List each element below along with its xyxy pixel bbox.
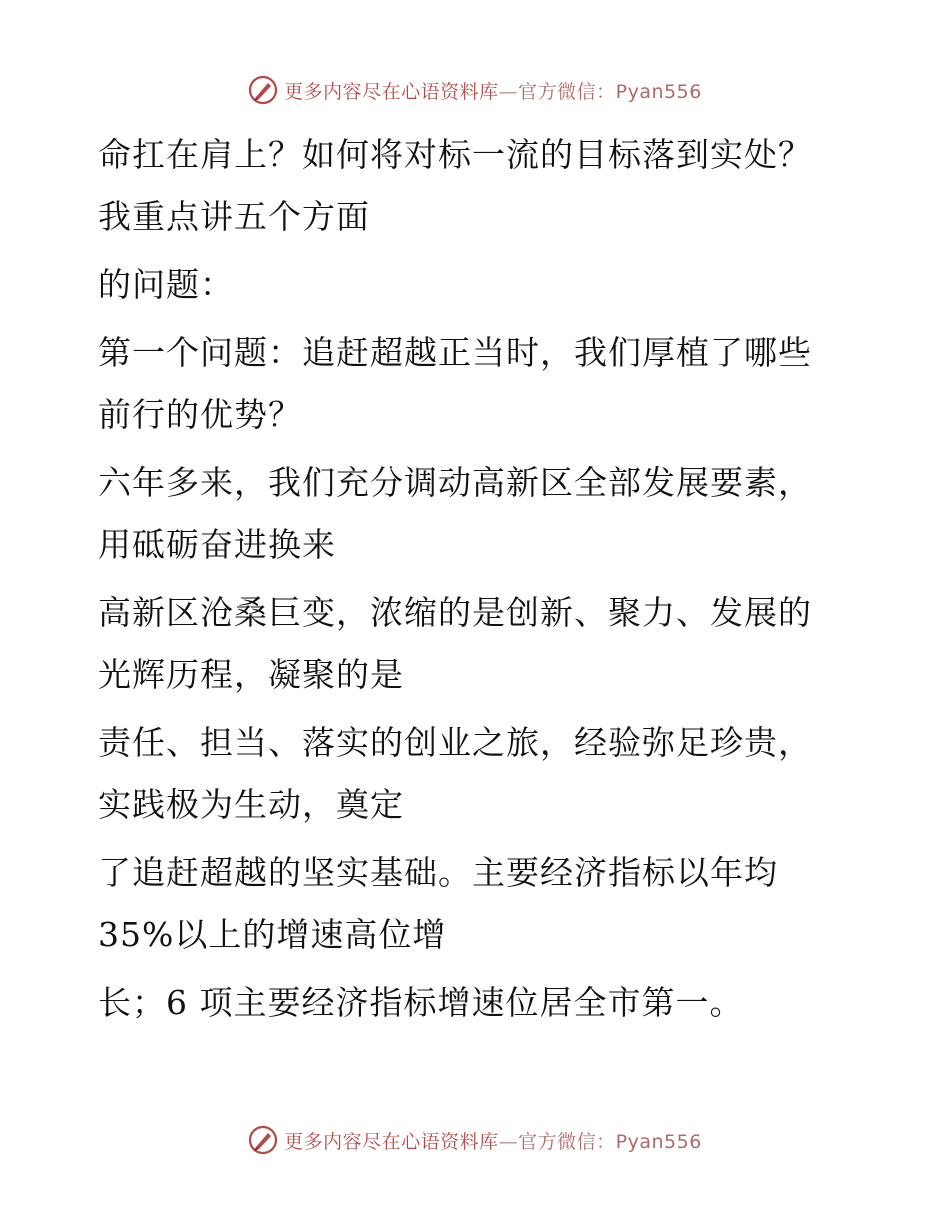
paragraph: [98, 582, 858, 706]
paragraph: [98, 842, 858, 966]
pen-logo-icon: [248, 75, 278, 105]
text-line: 实践极为生动，奠定: [98, 785, 404, 824]
paragraph: [98, 972, 858, 1034]
text-line: 35%以上的增速高位增: [98, 915, 447, 954]
text-line: 长；6 项主要经济指标增速位居全市第一。: [98, 983, 744, 1022]
footer-banner-text: 更多内容尽在心语资料库—官方微信：Pyan556: [284, 1130, 702, 1153]
paragraph: [98, 124, 858, 248]
text-line: 前行的优势？: [98, 395, 302, 434]
text-line: 命扛在肩上？如何将对标一流的目标落到实处？: [98, 135, 812, 174]
paragraph: [98, 322, 858, 446]
text-line: 的问题：: [98, 265, 234, 304]
text-line: 用砥砺奋进换来: [98, 525, 336, 564]
text-line: 第一个问题：追赶超越正当时，我们厚植了哪些: [98, 333, 812, 372]
text-line: 责任、担当、落实的创业之旅，经验弥足珍贵，: [98, 723, 812, 762]
header-banner: [0, 70, 950, 110]
text-line: 高新区沧桑巨变，浓缩的是创新、聚力、发展的: [98, 593, 812, 632]
text-line: 光辉历程，凝聚的是: [98, 655, 404, 694]
footer-banner: [0, 1120, 950, 1160]
pen-logo-icon: [248, 1125, 278, 1155]
text-line: 了追赶超越的坚实基础。主要经济指标以年均: [98, 853, 778, 892]
document-body: [98, 124, 858, 1040]
paragraph: [98, 254, 858, 316]
header-banner-text: 更多内容尽在心语资料库—官方微信：Pyan556: [284, 80, 702, 103]
paragraph: [98, 712, 858, 836]
text-line: 六年多来，我们充分调动高新区全部发展要素，: [98, 463, 812, 502]
text-line: 我重点讲五个方面: [98, 197, 370, 236]
paragraph: [98, 452, 858, 576]
